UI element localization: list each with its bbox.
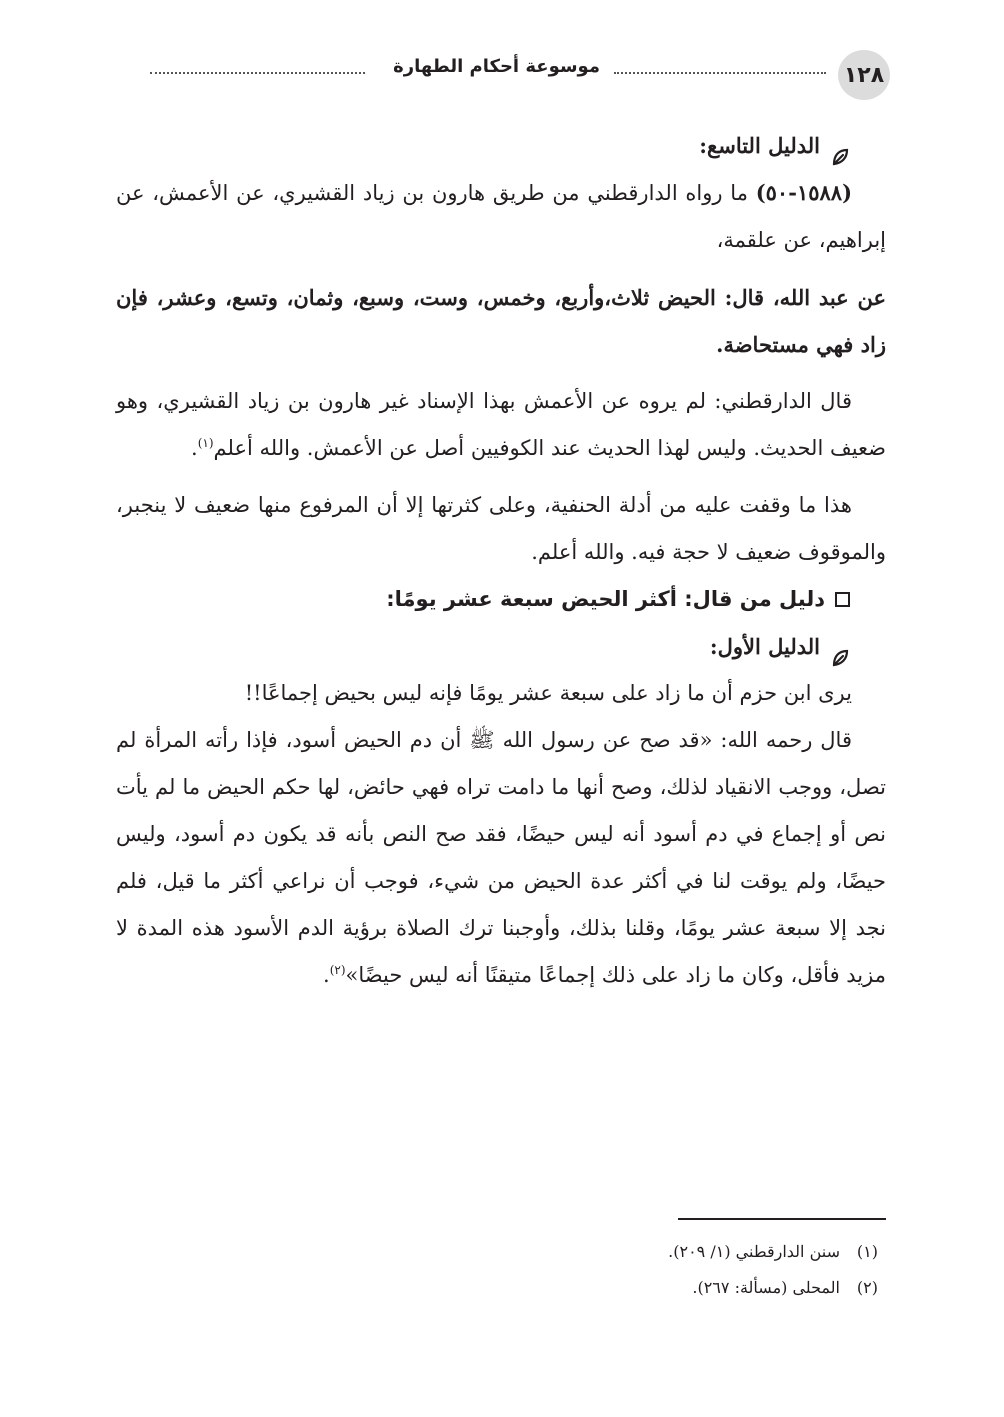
comment-text: قال الدارقطني: لم يروه عن الأعمش بهذا الإسناد غير هارون بن زياد القشيري، وهو ضعيف الحديث. وليس لهذا الحديث عند الكوفيين أصل عن الأعمش. والله أعلم bbox=[116, 389, 886, 460]
header-dotted-rule-right bbox=[614, 72, 826, 74]
page-header bbox=[140, 50, 890, 100]
hadith-number: (١٥٨٨-٥٠) bbox=[755, 180, 852, 205]
period: . bbox=[191, 436, 198, 460]
footnote-number: (١) bbox=[856, 1242, 878, 1261]
ibn-hazm-quote-paragraph bbox=[116, 717, 886, 999]
footnotes bbox=[116, 1234, 886, 1306]
narration-chain-text: ما رواه الدارقطني من طريق هارون بن زياد القشيري، عن الأعمش، عن إبراهيم، عن علقمة، bbox=[116, 181, 886, 252]
hadith-narration-paragraph bbox=[116, 169, 886, 264]
section-heading-ninth-evidence bbox=[116, 122, 886, 169]
footnote-text: سنن الدارقطني (١/ ٢٠٩). bbox=[668, 1242, 840, 1261]
quote-text: قال رحمه الله: «قد صح عن رسول الله ﷺ أن دم الحيض أسود، فإذا رأته المرأة لم تصل، ووجب الانقياد لذلك، وصح أنها ما دامت تراه فهي حائض، لها حكم الحيض ما لم يأت نص أو إجماع في دم أسود أنه ليس حيضًا، فقد صح النص بأنه قد يكون دم أسود، وليس حيضًا، ولم يوقت لنا في أكثر عدة الحيض من شيء، فوجب أن نراعي أكثر ما قيل، فلم نجد إلا سبعة عشر يومًا، وقلنا بذلك، وأوجبنا ترك الصلاة برؤية الدم الأسود هذه المدة لا مزيد فأقل، وكان ما زاد على ذلك إجماعًا متيقنًا أنه ليس حيضًا» bbox=[116, 728, 886, 987]
footnote-item bbox=[116, 1270, 886, 1306]
period: . bbox=[323, 963, 330, 987]
main-text bbox=[116, 122, 886, 999]
hanafi-summary-paragraph: هذا ما وقفت عليه من أدلة الحنفية، وعلى كثرتها إلا أن المرفوع منها ضعيف لا ينجبر، والموقوف ضعيف لا حجة فيه. والله أعلم. bbox=[116, 493, 886, 564]
daraqutni-comment-paragraph bbox=[116, 378, 886, 472]
leaf-ornament-icon bbox=[830, 136, 850, 156]
heading-text: دليل من قال: أكثر الحيض سبعة عشر يومًا: bbox=[386, 587, 825, 611]
section-heading-seventeen-days bbox=[116, 576, 886, 623]
footnote-separator bbox=[678, 1218, 886, 1220]
heading-text: الدليل التاسع: bbox=[699, 133, 820, 158]
section-heading-first-evidence bbox=[116, 623, 886, 670]
square-bullet-icon bbox=[835, 592, 850, 607]
header-dotted-rule-left bbox=[150, 72, 365, 74]
hadith-text-paragraph: عن عبد الله، قال: الحيض ثلاث،وأربع، وخمس، وست، وسبع، وثمان، وتسع، وعشر، فإن زاد فهي مستحاضة. bbox=[116, 285, 886, 357]
leaf-ornament-icon bbox=[830, 637, 850, 657]
running-title: موسوعة أحكام الطهارة bbox=[393, 56, 600, 77]
heading-text: الدليل الأول: bbox=[709, 634, 820, 659]
footnote-ref-1: (١) bbox=[197, 436, 214, 450]
footnote-number: (٢) bbox=[856, 1278, 878, 1297]
page-number-badge: ١٢٨ bbox=[838, 50, 890, 100]
footnote-text: المحلى (مسألة: ٢٦٧). bbox=[692, 1278, 840, 1297]
ibn-hazm-view-paragraph: يرى ابن حزم أن ما زاد على سبعة عشر يومًا فإنه ليس بحيض إجماعًا!! bbox=[244, 681, 852, 705]
footnote-ref-2: (٢) bbox=[329, 963, 346, 977]
footnote-item bbox=[116, 1234, 886, 1270]
